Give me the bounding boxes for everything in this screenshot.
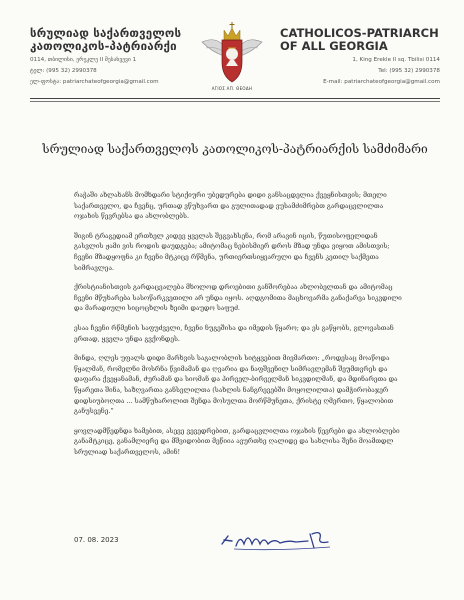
letterhead-address-ka-1: 0114, თბილისი, ერეკლე II შესახვევი 1 — [30, 57, 137, 63]
letterhead-divider-thin — [30, 101, 440, 102]
letterhead-georgian — [30, 27, 200, 85]
body-paragraph: ესაა ჩვენი რწმენის საფუძველი, ჩვენი ნუგეშისა და იმედის წყარო; და ეს გაწყობს, გლოვასთან ერთად, ყველა უნდა გვქონდეს. — [74, 323, 394, 343]
letterhead-title-ka-1: სრულიად საქართველოს — [30, 26, 182, 40]
emblem-caption: ΑΓΙΟΣ ΑΠ. ΘΕΟΔΗ — [211, 86, 253, 91]
body-paragraph: რაჭაში ახლახანს მომხდარი სტიქიური უბედურება დიდი განსაცდელია ქვეყნისთვის; მთელი საქართველო, და ჩვენც, ურთად ვწუხვართ და გულითადად ვუსამძიმრებთ გარდაცვლილთა ოჯახის წევრებსა და ახლობლებს. — [74, 191, 387, 221]
body-paragraph: შიგინ ტრაგედიამ ერთხელ კიდევ ყველას შეგვახსენა, რომ არავინ იცის, წუთისოფელიდან გასვლის ჟამი ვის როდის დაუდგება; ამიტომაც ნებისმიერ დროს მზად უნდა ვიყოთ ამისთვის; ჩვენი მზადყოფნა კი ჩვენი მტკიცე რწმენა, ურთიერთსიყვარული და ჩვენს კეთილ საქმეთა სიმრავლეა. — [74, 231, 390, 272]
signature-icon — [218, 524, 338, 554]
document-body — [74, 190, 408, 466]
letterhead-title-en-2: OF ALL GEORGIA — [280, 39, 388, 53]
letterhead-address-en-2: Tel: (995 32) 2990378 — [378, 68, 440, 75]
letterhead-title-ka-2: კათოლიკოს-პატრიარქი — [30, 39, 177, 53]
body-paragraph: ქრისტიანისთვის გარდაცვალება მხოლოდ დროებითი განშორებაა ახლობელთან და ამიტომაც ჩვენი მწუხარება სასოწარკვეთილი არ უნდა იყოს. აღდგომითა მაცხოვარმა განაქარვა სიკვდილი და მარადიული სიცოცხლის ზეიმი დაუდო საფუძ. — [74, 283, 402, 313]
document-title: სრულიად საქართველოს კათოლიკოს-პატრიარქის სამძიმარი — [42, 142, 428, 156]
body-paragraph: ყოვლადმწედნდა ხამებით, ასევე ვევედრებით, გარდაცვლილთა ოჯახის წევრები და ახლობლები განამტკიცე, განამლიერე და მშვიდობით მეწიია ავურთხე ღალიდე და სახლისა შენი მოამთდლ სრულიად საქართველოს, ამინ! — [74, 426, 400, 456]
letterhead-address-ka-2: ტელ: (995 32) 2990378 — [30, 68, 97, 75]
letterhead-title-en-1: CATHOLICOS-PATRIARCH — [280, 26, 439, 40]
body-paragraph: მინდა, ღლეს უფალს დიდი მარხვის საგალობლის სიტყვებით მივმართო: „როდესაც მოაწოდა წყალმან, რომელნი მოსრნა წვიმამან და ღვარია და ნაფშვენილ სიმრავლემან შეუმთვრეს და დაფარა ქვეყანამან, ძურამან და სიომან და პირველ-ბირველმან სიკვდილმან, და მდინარეთა და წყარეთა შინა, საზღვართა განსვლილთა (სახლის ნანგრევებში მოყოლილთა) დამჭირობაჯერ დიდსიუბოღთა ... სამწუხაროლით შენდა მოსულთა მორწმუნეთა, ქრისტე ღმერთო, წყალობით განუსვენე.” — [74, 354, 398, 416]
patriarchate-emblem-icon — [198, 22, 266, 94]
letterhead-english — [280, 27, 440, 85]
letterhead-address-en-1: 1, King Erekle II sq. Tbilisi 0114 — [352, 57, 440, 63]
document-date: 07. 08. 2023 — [74, 536, 119, 544]
letterhead-divider — [30, 98, 440, 99]
letterhead-email-ka: ელ-ფოსტა: patriarchateofgeorgia@gmail.com — [30, 78, 159, 85]
letterhead-email-en: E-mail: patriarchateofgeorgia@gmail.com — [323, 78, 440, 85]
